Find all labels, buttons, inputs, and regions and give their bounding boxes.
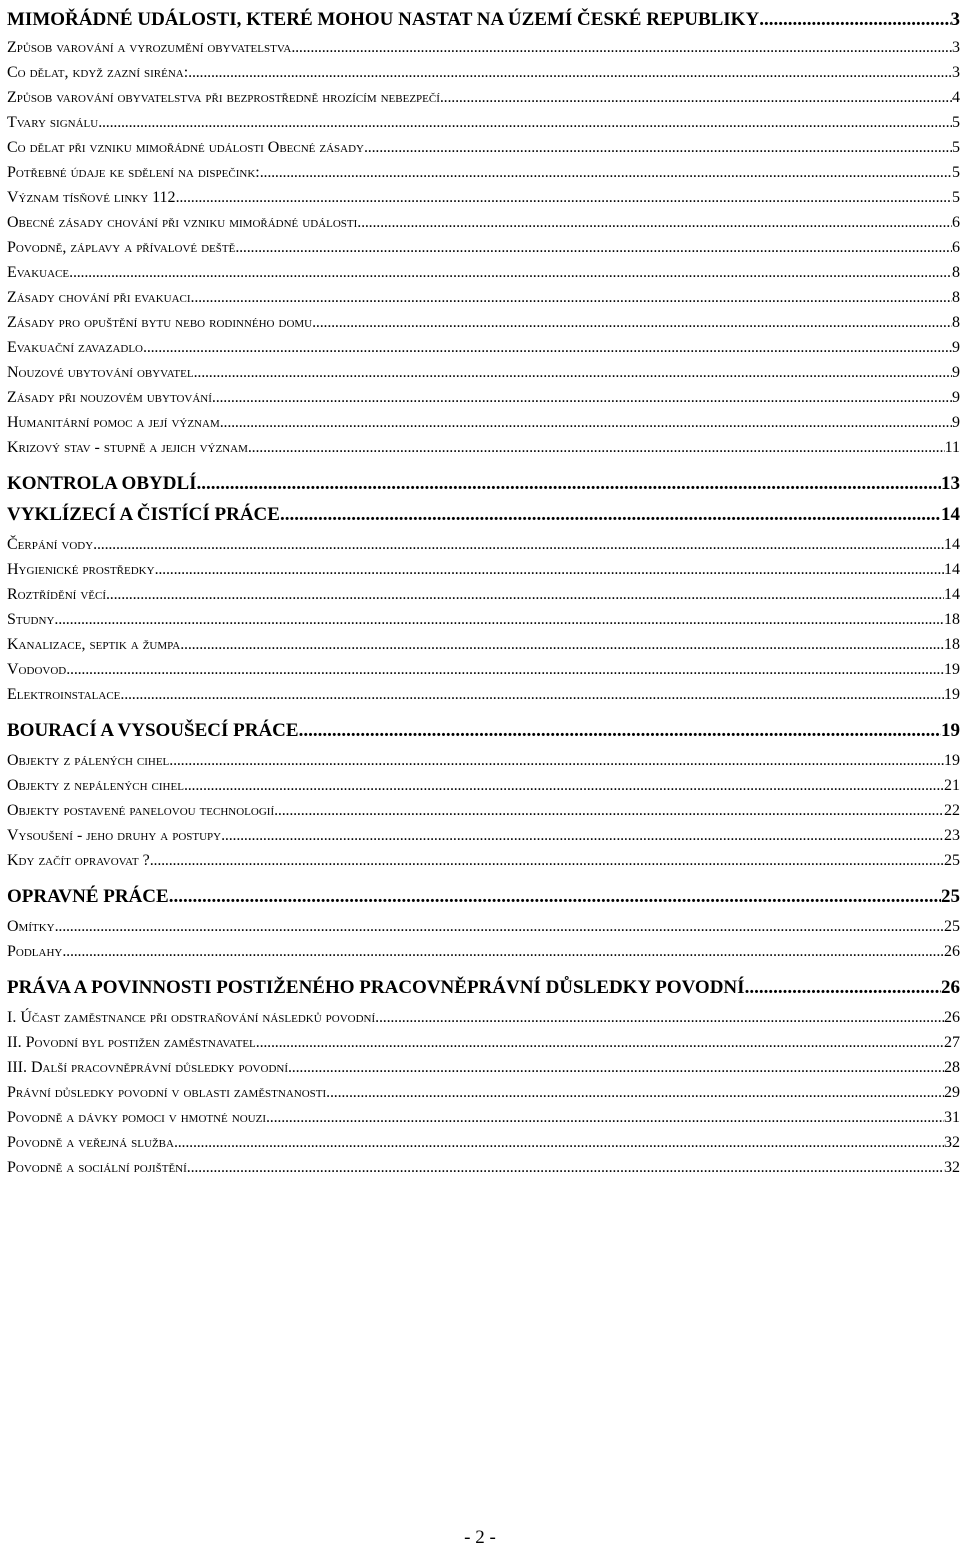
toc-heading-title: OPRAVNÉ PRÁCE	[7, 885, 169, 907]
toc-entry-page: 29	[944, 1084, 960, 1101]
toc-entry-title: III. Další pracovněprávní důsledky povodní	[7, 1059, 288, 1076]
toc-entry-title: Podlahy	[7, 943, 63, 960]
toc-heading-title: BOURACÍ A VYSOUŠECÍ PRÁCE	[7, 719, 299, 741]
toc-entry[interactable]	[7, 943, 960, 968]
toc-entry-title: Povodně a sociální pojištění	[7, 1159, 187, 1176]
toc-heading[interactable]	[7, 4, 960, 35]
toc-entry[interactable]	[7, 586, 960, 611]
toc-entry-page: 23	[944, 827, 960, 844]
toc-heading-title: PRÁVA A POVINNOSTI POSTIŽENÉHO PRACOVNĚPRÁVNÍ DŮSLEDKY POVODNÍ	[7, 976, 745, 998]
toc-entry-page: 8	[952, 264, 960, 281]
toc-entry-page: 3	[952, 64, 960, 81]
toc-entry[interactable]	[7, 239, 960, 264]
toc-entry[interactable]	[7, 918, 960, 943]
toc-entry-title: Roztřídění věcí	[7, 586, 106, 603]
toc-entry[interactable]	[7, 636, 960, 661]
toc-entry-page: 5	[952, 164, 960, 181]
toc-entry[interactable]	[7, 89, 960, 114]
toc-entry-page: 28	[944, 1059, 960, 1076]
toc-entry-title: Kanalizace, septik a žumpa	[7, 636, 181, 653]
toc-entry[interactable]	[7, 314, 960, 339]
toc-entry[interactable]	[7, 164, 960, 189]
toc-entry[interactable]	[7, 777, 960, 802]
toc-entry-page: 8	[952, 314, 960, 331]
toc-entry-title: Zásady chování při evakuaci	[7, 289, 191, 306]
toc-entry-title: Studny	[7, 611, 55, 628]
toc-entry-page: 25	[944, 852, 960, 869]
toc-heading-title: KONTROLA OBYDLÍ	[7, 472, 197, 494]
toc-entry-title: I. Účast zaměstnance při odstraňování následků povodní	[7, 1009, 376, 1026]
toc-entry[interactable]	[7, 189, 960, 214]
toc-entry[interactable]	[7, 39, 960, 64]
toc-entry-page: 9	[952, 364, 960, 381]
toc-entry[interactable]	[7, 114, 960, 139]
toc-entry-page: 27	[944, 1034, 960, 1051]
toc-entry[interactable]	[7, 1159, 960, 1184]
toc-entry-page: 14	[944, 561, 960, 578]
toc-entry-page: 3	[952, 39, 960, 56]
toc-entry-page: 21	[944, 777, 960, 794]
toc-entry-page: 22	[944, 802, 960, 819]
toc-entry-title: Obecné zásady chování při vzniku mimořádné události	[7, 214, 358, 231]
toc-entry[interactable]	[7, 561, 960, 586]
toc-heading-title: VYKLÍZECÍ A ČISTÍCÍ PRÁCE	[7, 503, 280, 525]
toc-entry-title: Vodovod	[7, 661, 67, 678]
toc-heading[interactable]	[7, 881, 960, 912]
toc-entry-title: Právní důsledky povodní v oblasti zaměstnanosti	[7, 1084, 327, 1101]
toc-entry[interactable]	[7, 1034, 960, 1059]
toc-entry[interactable]	[7, 339, 960, 364]
toc-entry-page: 26	[944, 1009, 960, 1026]
toc-entry-page: 14	[944, 586, 960, 603]
toc-entry-title: Evakuace	[7, 264, 70, 281]
toc-heading-page: 19	[941, 719, 960, 741]
toc-entry-title: Povodně, záplavy a přívalové deště	[7, 239, 236, 256]
toc-section-3	[7, 752, 960, 877]
toc-entry-title: Čerpání vody	[7, 536, 94, 553]
toc-entry-title: Humanitární pomoc a její význam	[7, 414, 220, 431]
table-of-contents	[7, 4, 960, 1184]
toc-entry-page: 5	[952, 114, 960, 131]
toc-section-1	[7, 39, 960, 464]
toc-entry-page: 4	[952, 89, 960, 106]
toc-entry[interactable]	[7, 1109, 960, 1134]
toc-entry-title: Co dělat při vzniku mimořádné události Obecné zásady	[7, 139, 364, 156]
toc-heading[interactable]	[7, 499, 960, 530]
toc-entry-title: Zásady pro opuštění bytu nebo rodinného domu	[7, 314, 313, 331]
toc-entry-page: 14	[944, 536, 960, 553]
toc-entry-page: 19	[944, 661, 960, 678]
toc-entry-page: 5	[952, 189, 960, 206]
toc-entry-title: Povodně a veřejná služba	[7, 1134, 174, 1151]
toc-entry[interactable]	[7, 1084, 960, 1109]
toc-entry-page: 32	[944, 1134, 960, 1151]
toc-entry[interactable]	[7, 289, 960, 314]
toc-entry-page: 6	[952, 239, 960, 256]
toc-entry-page: 19	[944, 686, 960, 703]
toc-entry-title: Potřebné údaje ke sdělení na dispečink:	[7, 164, 260, 181]
toc-entry[interactable]	[7, 414, 960, 439]
toc-entry-title: Vysoušení - jeho druhy a postupy	[7, 827, 222, 844]
toc-entry-title: Tvary signálu	[7, 114, 99, 131]
toc-entry[interactable]	[7, 439, 960, 464]
toc-entry-title: Co dělat, když zazní siréna:	[7, 64, 189, 81]
toc-entry[interactable]	[7, 611, 960, 636]
toc-heading-page: 3	[950, 8, 960, 30]
toc-entry-page: 8	[952, 289, 960, 306]
toc-entry-page: 6	[952, 214, 960, 231]
toc-entry-page: 32	[944, 1159, 960, 1176]
toc-heading-page: 13	[941, 472, 960, 494]
toc-entry-title: Význam tísňové linky 112	[7, 189, 176, 206]
toc-entry-title: Způsob varování a vyrozumění obyvatelstva	[7, 39, 292, 56]
toc-entry-title: Evakuační zavazadlo	[7, 339, 144, 356]
toc-entry[interactable]	[7, 1059, 960, 1084]
toc-entry[interactable]	[7, 389, 960, 414]
toc-entry-title: Zásady při nouzovém ubytování	[7, 389, 212, 406]
toc-section-2	[7, 536, 960, 711]
toc-entry[interactable]	[7, 686, 960, 711]
toc-entry[interactable]	[7, 1009, 960, 1034]
toc-entry-page: 31	[944, 1109, 960, 1126]
toc-entry-page: 18	[944, 611, 960, 628]
toc-heading-page: 25	[941, 885, 960, 907]
toc-entry[interactable]	[7, 264, 960, 289]
toc-entry-title: Hygienické prostředky	[7, 561, 155, 578]
toc-entry[interactable]	[7, 64, 960, 89]
toc-entry-title: Objekty z pálených cihel	[7, 752, 170, 769]
toc-entry-page: 9	[952, 389, 960, 406]
toc-entry-page: 19	[944, 752, 960, 769]
toc-entry[interactable]	[7, 1134, 960, 1159]
toc-entry-title: Omítky	[7, 918, 55, 935]
toc-entry-page: 5	[952, 139, 960, 156]
toc-section-5	[7, 1009, 960, 1184]
toc-entry[interactable]	[7, 852, 960, 877]
toc-entry[interactable]	[7, 139, 960, 164]
toc-heading[interactable]	[7, 468, 960, 499]
toc-entry[interactable]	[7, 536, 960, 561]
toc-heading-page: 14	[941, 503, 960, 525]
toc-heading-title: MIMOŘÁDNÉ UDÁLOSTI, KTERÉ MOHOU NASTAT NA ÚZEMÍ ČESKÉ REPUBLIKY	[7, 8, 760, 30]
toc-entry-title: Povodně a dávky pomoci v hmotné nouzi	[7, 1109, 266, 1126]
toc-entry-title: II. Povodní byl postižen zaměstnavatel	[7, 1034, 256, 1051]
toc-section-4	[7, 918, 960, 968]
toc-entry-page: 25	[944, 918, 960, 935]
toc-entry-title: Elektroinstalace	[7, 686, 121, 703]
toc-entry-title: Objekty postavené panelovou technologií	[7, 802, 275, 819]
toc-entry[interactable]	[7, 661, 960, 686]
toc-entry-title: Nouzové ubytování obyvatel	[7, 364, 194, 381]
toc-entry-page: 9	[952, 339, 960, 356]
toc-entry-title: Krizový stav - stupně a jejich význam	[7, 439, 248, 456]
toc-entry[interactable]	[7, 802, 960, 827]
toc-entry[interactable]	[7, 752, 960, 777]
toc-entry-page: 18	[944, 636, 960, 653]
toc-entry[interactable]	[7, 214, 960, 239]
toc-entry[interactable]	[7, 364, 960, 389]
toc-heading-page: 26	[941, 976, 960, 998]
toc-entry-page: 26	[944, 943, 960, 960]
toc-entry[interactable]	[7, 827, 960, 852]
toc-entry-title: Objekty z nepálených cihel	[7, 777, 184, 794]
page-number: - 2 -	[464, 1527, 496, 1548]
toc-entry-title: Kdy začít opravovat ?	[7, 852, 150, 869]
toc-entry-page: 9	[952, 414, 960, 431]
toc-heading[interactable]	[7, 972, 960, 1003]
toc-entry-title: Způsob varování obyvatelstva při bezprostředně hrozícím nebezpečí	[7, 89, 440, 106]
toc-entry-page: 11	[944, 439, 960, 456]
toc-heading[interactable]	[7, 715, 960, 746]
